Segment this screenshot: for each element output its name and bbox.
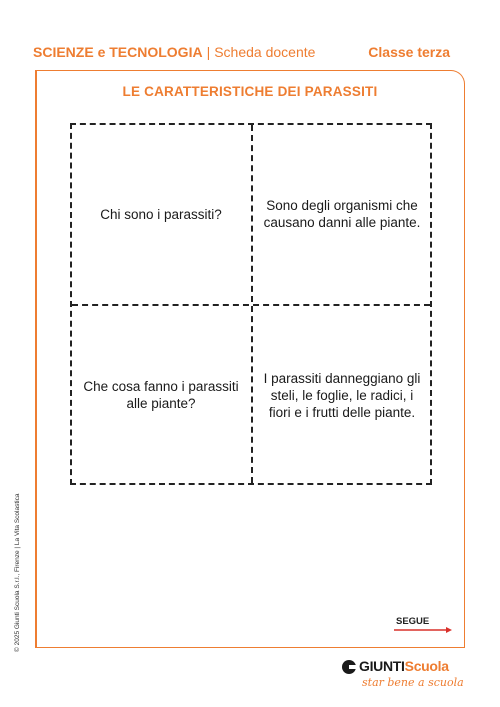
cards-grid [70, 123, 432, 485]
card-text: I parassiti danneggiano gli steli, le foglie, le radici, i fiori e i frutti delle piante. [263, 370, 421, 420]
class-level-label: Classe terza [368, 44, 450, 60]
logo-g-icon [342, 660, 356, 674]
next-page-label[interactable]: SEGUE [396, 616, 430, 627]
giunti-scuola-logo [340, 656, 464, 696]
header-subject-group [33, 44, 315, 60]
copyright-notice: © 2025 Giunti Scuola S.r.l., Firenze | La Vita Scolastica [14, 493, 21, 652]
logo-wordmark [359, 658, 449, 674]
arrow-right-icon[interactable] [394, 627, 452, 633]
card-answer-1 [253, 125, 431, 303]
card-question-2 [72, 306, 250, 484]
page-header [33, 44, 453, 66]
logo-part-scuola: Scuola [404, 658, 449, 674]
card-text: Che cosa fanno i parassiti alle piante? [83, 379, 239, 411]
logo-part-giunti: GIUNTI [359, 658, 405, 674]
card-text: Sono degli organismi che causano danni alle piante. [263, 198, 421, 230]
card-text: Chi sono i parassiti? [100, 206, 222, 222]
card-answer-2 [253, 306, 431, 484]
subject-label: SCIENZE e TECNOLOGIA [33, 44, 203, 60]
header-separator: | [206, 44, 211, 60]
sheet-type-label: Scheda docente [214, 44, 316, 60]
frame-left-border [35, 71, 37, 647]
card-question-1 [72, 125, 250, 303]
logo-tagline: star bene a scuola [362, 676, 464, 689]
page-title: LE CARATTERISTICHE DEI PARASSITI [122, 84, 378, 99]
